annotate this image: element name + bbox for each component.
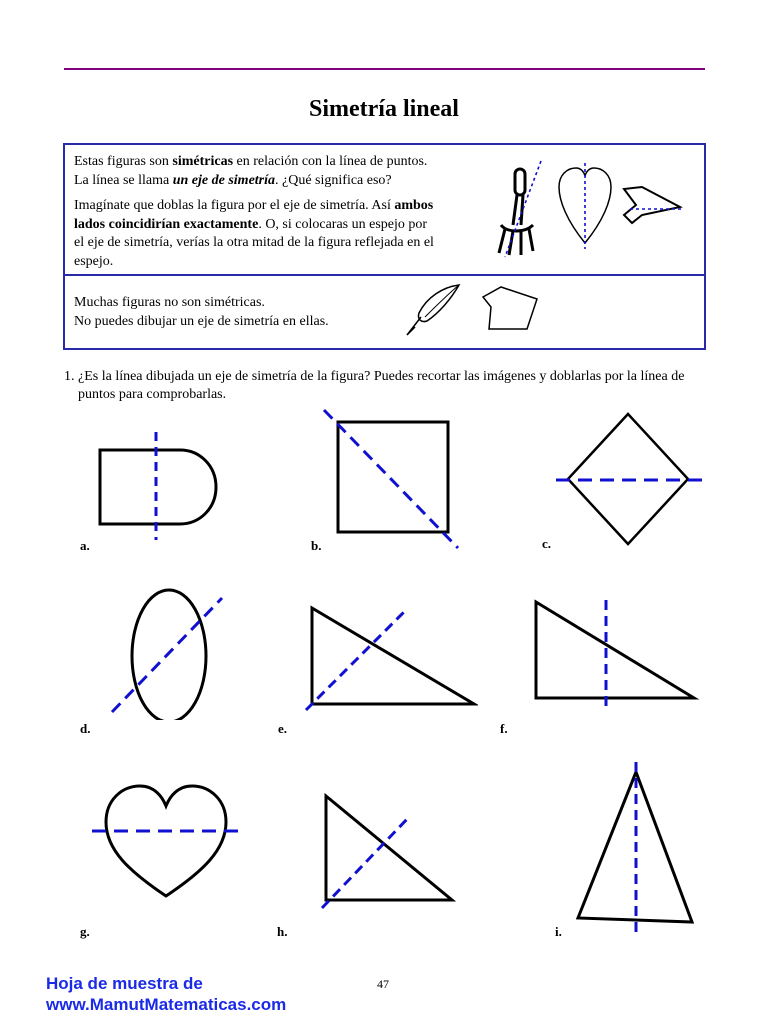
question-1 [64, 368, 714, 404]
footer-website: www.MamutMatematicas.com [46, 995, 287, 1014]
figure-label-b: b. [311, 538, 322, 553]
quill-icon [403, 283, 463, 337]
page-title: Simetría lineal [309, 96, 459, 122]
axis-b [324, 410, 458, 548]
fork-icon [495, 159, 547, 259]
info-divider [65, 274, 704, 276]
arrow-icon [620, 183, 686, 229]
figure-d [104, 586, 228, 720]
question-number: 1. [64, 369, 75, 384]
info-box [63, 143, 706, 350]
figure-b [318, 404, 466, 552]
figure-f [528, 596, 700, 714]
axis-e [306, 612, 404, 710]
intro-paragraph-2: Imagínate que doblas la figura por el eje de simetría. Así ambos lados coincidirían exactamente. O, si colocaras un espejo por el eje de simetría, verías la otra mitad de la figura reflejada en el espejo. [74, 198, 434, 269]
figure-i [570, 760, 700, 938]
top-rule [64, 68, 705, 70]
page-number: 47 [377, 977, 389, 991]
intro-paragraph-1: Estas figuras son simétricas en relación con la línea de puntos. La línea se llama un eje de simetría. ¿Qué significa eso? [74, 154, 428, 188]
question-text: ¿Es la línea dibujada un eje de simetría de la figura? Puedes recortar las imágenes y doblarlas por la línea de puntos para comprobarlas. [78, 369, 685, 402]
figure-label-g: g. [80, 924, 90, 939]
figure-e [302, 600, 478, 714]
figure-label-d: d. [80, 721, 91, 736]
footer-brand: Hoja de muestra de www.MamutMatematicas.com [46, 974, 287, 1014]
figure-h [318, 790, 456, 910]
figure-label-e: e. [278, 721, 288, 736]
figure-label-c: c. [542, 536, 552, 551]
figure-label-f: f. [500, 721, 508, 736]
figure-a [92, 428, 228, 544]
figure-c [552, 408, 706, 550]
figure-label-h: h. [277, 924, 288, 939]
heart-icon [557, 163, 613, 249]
pentagon-icon [479, 285, 541, 331]
intro-paragraph-3: Muchas figuras no son simétricas. No puedes dibujar un eje de simetría en ellas. [74, 295, 329, 329]
figure-label-a: a. [80, 538, 90, 553]
figure-label-i: i. [555, 924, 562, 939]
figure-g [90, 782, 240, 902]
